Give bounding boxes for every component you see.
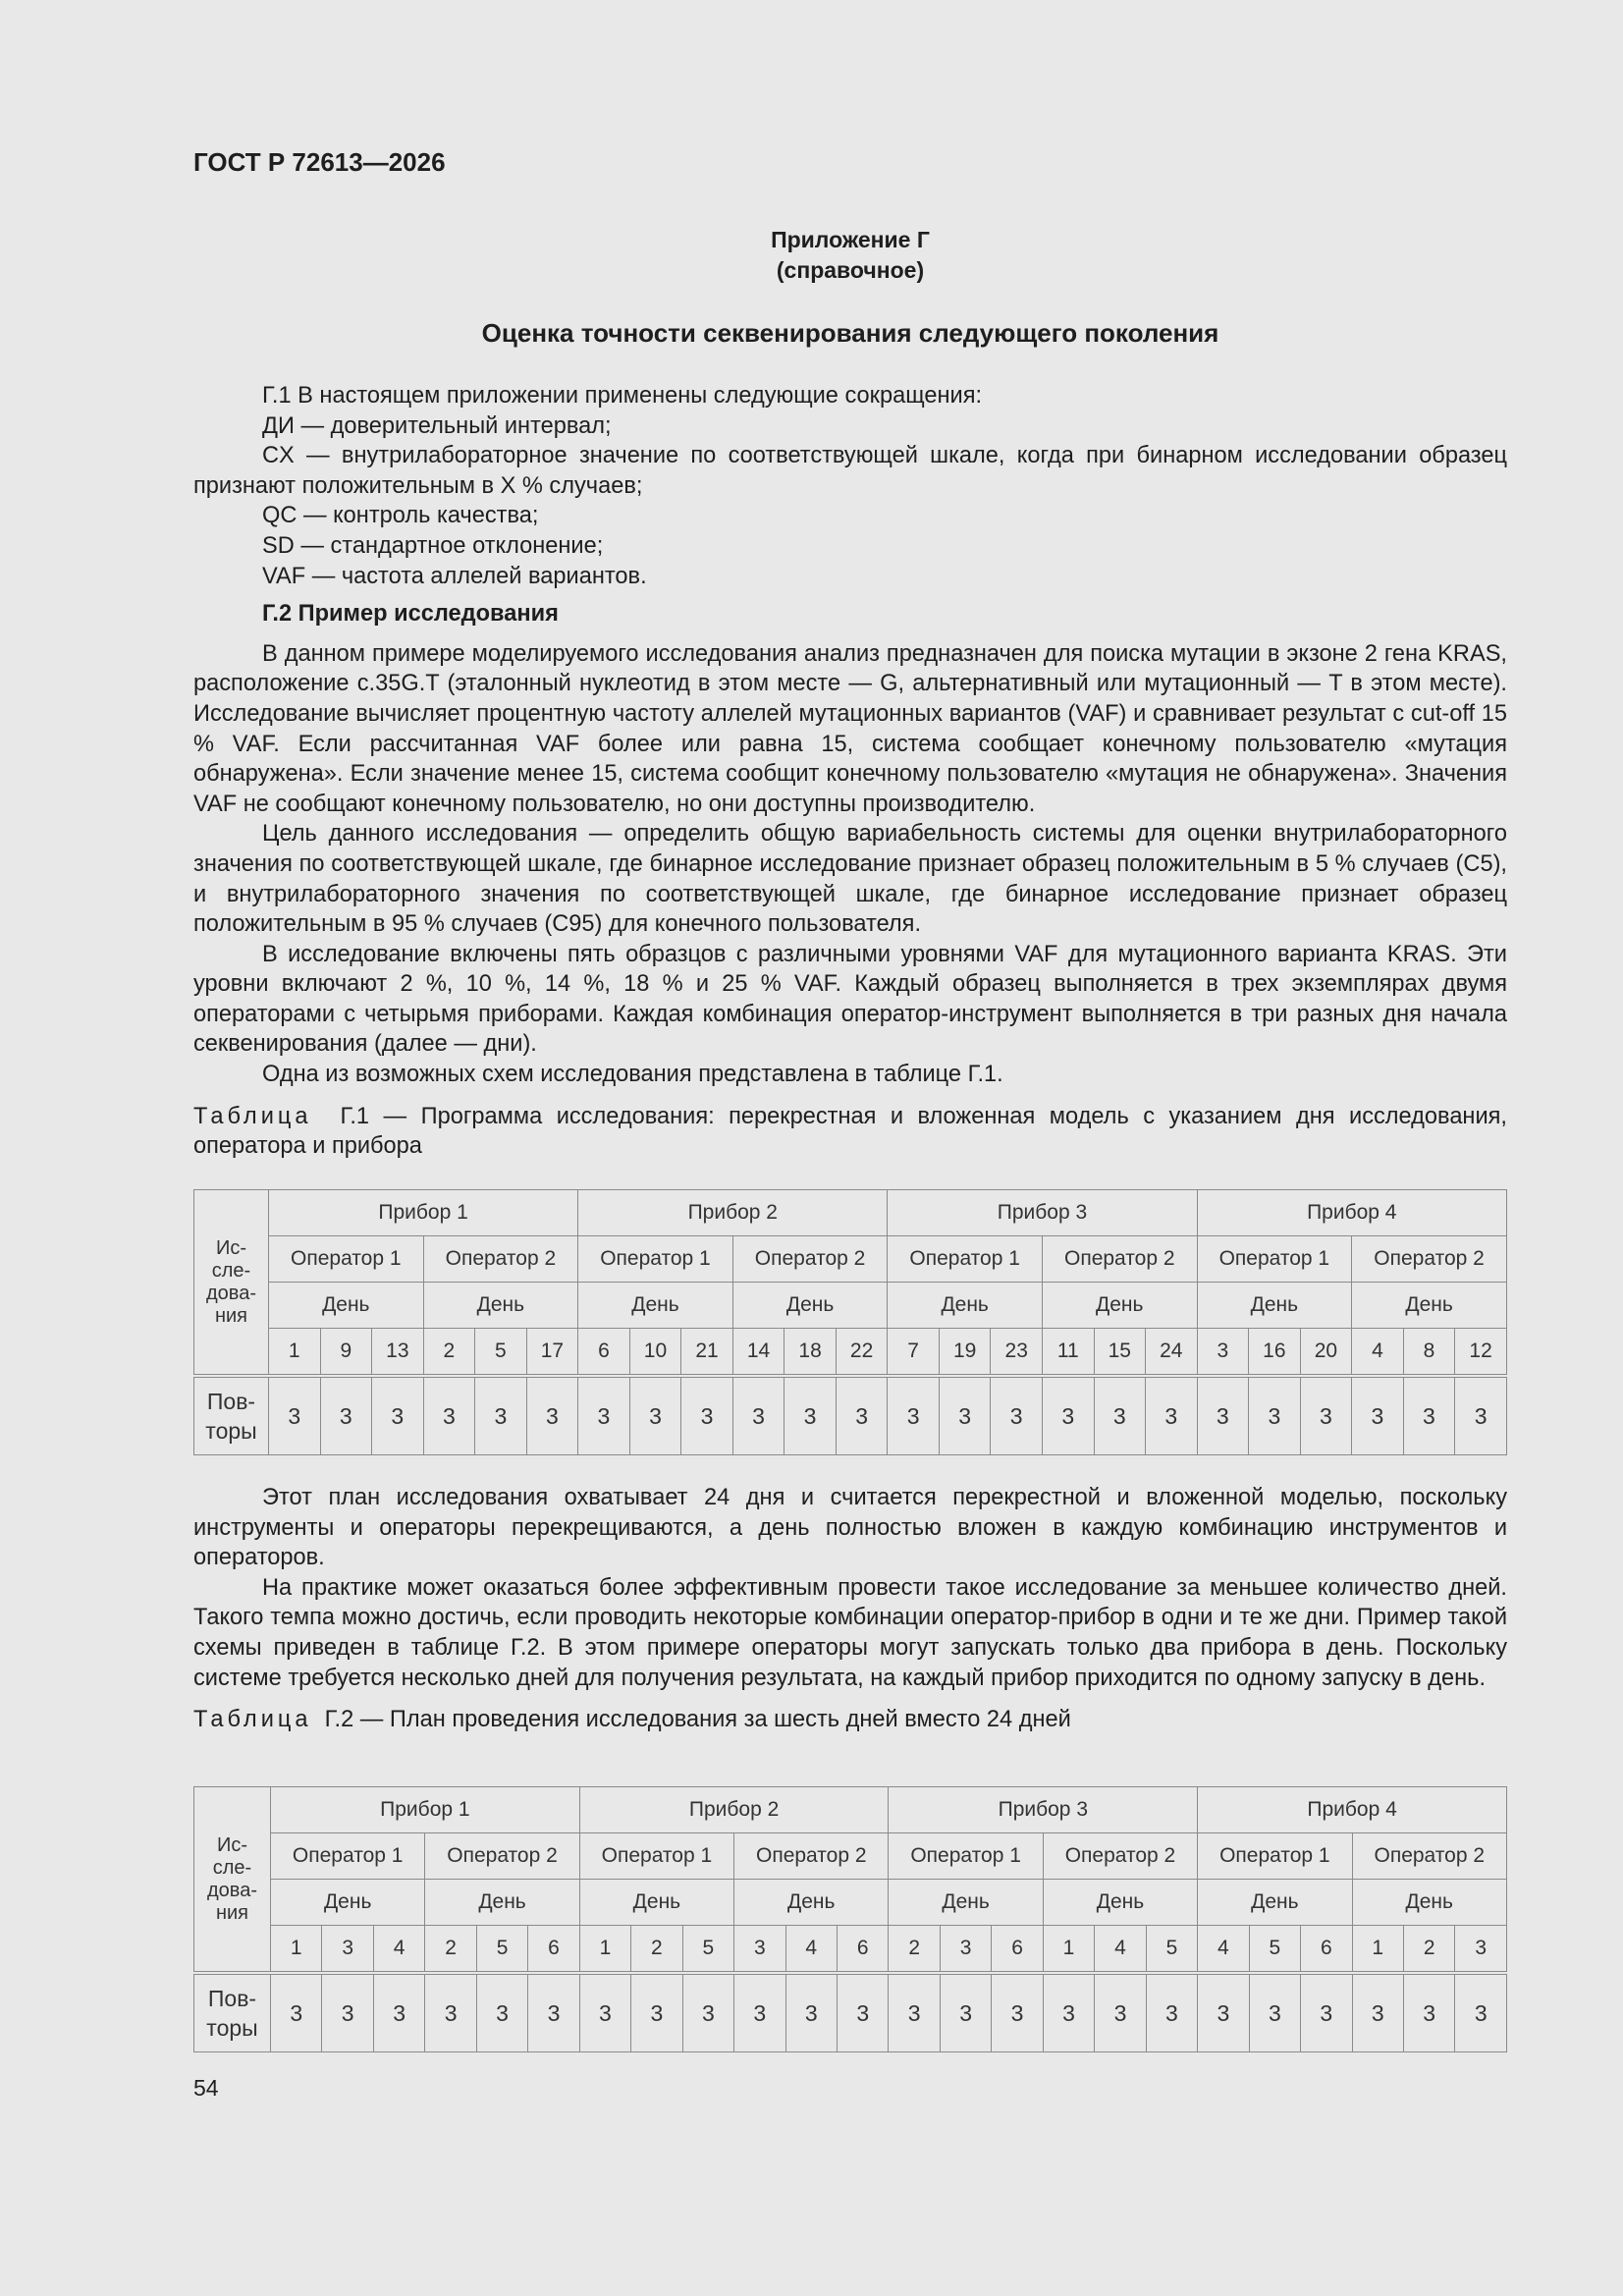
day-cell: 5: [475, 1329, 527, 1377]
paragraph: В данном примере моделируемого исследования анализ предназначен для поиска мутации в экзоне 2 гена KRAS, расположение c.35G.T (эталонный нуклеотид в этом месте — G, альтернативный или мутационный — T в этом месте). Исследование вычисляет процентную частоту аллелей мутационных вариантов (VAF) и сравнивает результат с cut-off 15 % VAF. Если рассчитанная VAF более или равна 15, система сообщает конечному пользователю «мутация обнаружена». Если значение менее 15, система сообщит конечному пользователю «мутация не обнаружена». Значения VAF не сообщают конечному пользователю, но они доступны производителю.: [193, 640, 1507, 817]
day-cell: 16: [1249, 1329, 1301, 1377]
operator-header: Оператор 1: [1198, 1833, 1352, 1880]
repeat-cell: 3: [475, 1376, 527, 1455]
section-1-intro: Г.1 В настоящем приложении применены следующие сокращения:: [262, 383, 983, 409]
repeat-cell: 3: [1403, 1973, 1454, 2052]
days-row: [194, 1926, 1507, 1974]
day-header: День: [423, 1283, 578, 1329]
day-cell: 5: [1249, 1926, 1300, 1974]
repeat-cell: 3: [837, 1973, 888, 2052]
repeat-cell: 3: [476, 1973, 527, 2052]
day-header: День: [1198, 1880, 1352, 1926]
day-cell: 20: [1300, 1329, 1352, 1377]
instrument-header: Прибор 1: [269, 1190, 578, 1236]
day-cell: 3: [1197, 1329, 1249, 1377]
section-2-heading: Г.2 Пример исследования: [262, 601, 559, 628]
repeat-cell: 3: [939, 1376, 991, 1455]
day-header: День: [732, 1283, 888, 1329]
day-cell: 21: [681, 1329, 733, 1377]
day-cell: 6: [528, 1926, 579, 1974]
paragraph: Одна из возможных схем исследования представлена в таблице Г.1.: [262, 1062, 1003, 1088]
repeat-cell: 3: [1455, 1376, 1507, 1455]
day-cell: 17: [526, 1329, 578, 1377]
table-2-caption: [193, 1705, 1507, 1735]
paragraph: На практике может оказаться более эффективным провести такое исследование за меньшее количество дней. Такого темпа можно достичь, если проводить некоторые комбинации оператор-прибор в одни и те же дни. Пример такой схемы приведен в таблице Г.2. В этом примере операторы могут запускать только два прибора в день. Поскольку системе требуется несколько дней для получения результата, на каждый прибор приходится по одному запуску в день.: [193, 1574, 1507, 1691]
row-header-label: Ис- сле- дова- ния: [207, 1833, 257, 1924]
repeat-cell: 3: [888, 1376, 940, 1455]
day-cell: 2: [425, 1926, 476, 1974]
repeat-cell: 3: [1301, 1973, 1352, 2052]
operator-header: Оператор 2: [423, 1236, 578, 1283]
repeat-cell: 3: [322, 1973, 373, 2052]
annex-label: Приложение Г: [771, 227, 930, 252]
repeats-label-text: Пов- торы: [205, 1389, 257, 1444]
repeat-cell: 3: [784, 1376, 837, 1455]
day-cell: 2: [631, 1926, 682, 1974]
day-header: День: [425, 1880, 579, 1926]
day-cell: 6: [1301, 1926, 1352, 1974]
day-header: День: [1197, 1283, 1352, 1329]
day-cell: 1: [271, 1926, 322, 1974]
day-cell: 18: [784, 1329, 837, 1377]
day-cell: 22: [836, 1329, 888, 1377]
operator-header: Оператор 2: [1042, 1236, 1197, 1283]
repeat-cell: 3: [425, 1973, 476, 2052]
day-cell: 7: [888, 1329, 940, 1377]
day-cell: 24: [1146, 1329, 1198, 1377]
day-cell: 8: [1403, 1329, 1455, 1377]
abbr-item: ДИ — доверительный интервал;: [262, 412, 612, 439]
day-cell: 5: [682, 1926, 733, 1974]
operator-header: Оператор 2: [1352, 1236, 1507, 1283]
instrument-header: Прибор 1: [271, 1787, 580, 1833]
day-cell: 9: [320, 1329, 372, 1377]
day-cell: 4: [785, 1926, 837, 1974]
table-2: [193, 1786, 1507, 2052]
repeat-cell: 3: [836, 1376, 888, 1455]
repeat-cell: 3: [1043, 1973, 1094, 2052]
repeat-cell: 3: [1455, 1973, 1507, 2052]
day-cell: 2: [1403, 1926, 1454, 1974]
table-caption-text: Г.1 — Программа исследования: перекрестная и вложенная модель с указанием дня исследования, оператора и прибора: [193, 1103, 1507, 1160]
repeats-label: [194, 1376, 269, 1455]
day-header: День: [1352, 1880, 1506, 1926]
repeat-cell: 3: [1249, 1376, 1301, 1455]
document-code: ГОСТ Р 72613—2026: [193, 147, 446, 177]
day-header: День: [271, 1880, 425, 1926]
day-cell: 5: [1146, 1926, 1197, 1974]
annex-title: Оценка точности секвенирования следующего поколения: [481, 318, 1219, 348]
instrument-header: Прибор 3: [889, 1787, 1198, 1833]
paragraph: В исследование включены пять образцов с различными уровнями VAF для мутационного варианта KRAS. Эти уровни включают 2 %, 10 %, 14 %, 18 % и 25 % VAF. Каждый образец выполняется в трех экземплярах двумя операторами с четырьмя приборами. Каждая комбинация оператор-инструмент выполняется в три разных дня начала секвенирования (далее — дни).: [193, 941, 1507, 1058]
repeat-cell: 3: [1403, 1376, 1455, 1455]
day-cell: 3: [734, 1926, 785, 1974]
operator-header: Оператор 1: [889, 1833, 1043, 1880]
repeat-cell: 3: [320, 1376, 372, 1455]
operator-header: Оператор 2: [1352, 1833, 1506, 1880]
repeat-cell: 3: [1352, 1376, 1404, 1455]
day-header: День: [888, 1283, 1043, 1329]
repeat-cell: 3: [1352, 1973, 1403, 2052]
day-cell: 6: [578, 1329, 630, 1377]
repeat-cell: 3: [1197, 1376, 1249, 1455]
row-header-studies: [194, 1787, 271, 1974]
operator-header: Оператор 2: [1043, 1833, 1197, 1880]
repeats-row: [194, 1376, 1507, 1455]
repeat-cell: 3: [579, 1973, 630, 2052]
day-cell: 13: [372, 1329, 424, 1377]
abbr-item: QC — контроль качества;: [262, 503, 539, 529]
repeat-cell: 3: [578, 1376, 630, 1455]
repeat-cell: 3: [1094, 1376, 1146, 1455]
day-cell: 15: [1094, 1329, 1146, 1377]
day-cell: 3: [322, 1926, 373, 1974]
paragraph: Цель данного исследования — определить общую вариабельность системы для оценки внутрилабораторного значения по соответствующей шкале, где бинарное исследование признает образец положительным в 5 % случаев (C5), и внутрилабораторного значения по соответствующей шкале, где бинарное исследование признает образец положительным в 95 % случаев (C95) для конечного пользователя.: [193, 821, 1507, 938]
day-cell: 5: [476, 1926, 527, 1974]
day-cell: 2: [889, 1926, 940, 1974]
day-cell: 1: [269, 1329, 321, 1377]
row-header-label: Ис- сле- дова- ния: [206, 1236, 256, 1327]
day-cell: 6: [837, 1926, 888, 1974]
day-cell: 4: [373, 1926, 424, 1974]
operator-header: Оператор 1: [271, 1833, 425, 1880]
day-cell: 4: [1095, 1926, 1146, 1974]
repeat-cell: 3: [734, 1973, 785, 2052]
day-header: День: [579, 1880, 733, 1926]
day-header: День: [1043, 1880, 1197, 1926]
table-caption-text: Г.2 — План проведения исследования за шесть дней вместо 24 дней: [324, 1707, 1071, 1733]
abbr-item: SD — стандартное отклонение;: [262, 532, 604, 559]
repeat-cell: 3: [629, 1376, 681, 1455]
day-header: День: [269, 1283, 424, 1329]
repeat-cell: 3: [940, 1973, 991, 2052]
instrument-header: Прибор 4: [1198, 1787, 1507, 1833]
repeat-cell: 3: [631, 1973, 682, 2052]
repeats-label-text: Пов- торы: [206, 1986, 258, 2041]
day-header: День: [734, 1880, 889, 1926]
day-cell: 3: [1455, 1926, 1507, 1974]
repeat-cell: 3: [423, 1376, 475, 1455]
day-cell: 23: [991, 1329, 1043, 1377]
day-cell: 6: [992, 1926, 1043, 1974]
day-cell: 1: [1043, 1926, 1094, 1974]
day-cell: 19: [939, 1329, 991, 1377]
instrument-header: Прибор 2: [579, 1787, 889, 1833]
day-cell: 4: [1198, 1926, 1249, 1974]
operator-header: Оператор 2: [732, 1236, 888, 1283]
repeat-cell: 3: [372, 1376, 424, 1455]
repeat-cell: 3: [1095, 1973, 1146, 2052]
day-cell: 11: [1042, 1329, 1094, 1377]
instrument-header: Прибор 2: [578, 1190, 888, 1236]
text-block-1: [193, 381, 1507, 1162]
operator-header: Оператор 2: [734, 1833, 889, 1880]
day-cell: 14: [732, 1329, 784, 1377]
repeat-cell: 3: [991, 1376, 1043, 1455]
repeat-cell: 3: [271, 1973, 322, 2052]
operator-header: Оператор 1: [579, 1833, 733, 1880]
operator-header: Оператор 1: [269, 1236, 424, 1283]
repeat-cell: 3: [682, 1973, 733, 2052]
table-caption-prefix: Таблица: [193, 1103, 312, 1129]
page-number: 54: [193, 2075, 219, 2101]
day-header: День: [889, 1880, 1043, 1926]
abbr-item: CX — внутрилабораторное значение по соответствующей шкале, когда при бинарном исследовании образец признают положительным в X % случаев;: [193, 443, 1507, 499]
repeat-cell: 3: [732, 1376, 784, 1455]
annex-heading: [193, 225, 1507, 286]
repeat-cell: 3: [681, 1376, 733, 1455]
row-header-studies: [194, 1190, 269, 1377]
table-1: [193, 1189, 1507, 1455]
instrument-header: Прибор 3: [888, 1190, 1197, 1236]
repeat-cell: 3: [1146, 1973, 1197, 2052]
table-1-caption: [193, 1102, 1507, 1162]
repeat-cell: 3: [992, 1973, 1043, 2052]
day-cell: 1: [579, 1926, 630, 1974]
day-header: День: [1042, 1283, 1197, 1329]
day-cell: 3: [940, 1926, 991, 1974]
repeat-cell: 3: [1042, 1376, 1094, 1455]
days-row: [194, 1329, 1507, 1377]
repeat-cell: 3: [373, 1973, 424, 2052]
repeats-row: [194, 1973, 1507, 2052]
operator-header: Оператор 1: [578, 1236, 733, 1283]
repeat-cell: 3: [1146, 1376, 1198, 1455]
text-block-2: [193, 1483, 1507, 1735]
day-header: День: [1352, 1283, 1507, 1329]
table-caption-prefix: Таблица: [193, 1707, 312, 1733]
day-cell: 10: [629, 1329, 681, 1377]
day-cell: 1: [1352, 1926, 1403, 1974]
repeat-cell: 3: [269, 1376, 321, 1455]
instrument-header: Прибор 4: [1197, 1190, 1506, 1236]
day-header: День: [578, 1283, 733, 1329]
day-cell: 12: [1455, 1329, 1507, 1377]
paragraph: Этот план исследования охватывает 24 дня и считается перекрестной и вложенной моделью, поскольку инструменты и операторы перекрещиваются, а день полностью вложен в каждую комбинацию инструментов и операторов.: [193, 1485, 1507, 1571]
repeat-cell: 3: [889, 1973, 940, 2052]
abbr-item: VAF — частота аллелей вариантов.: [262, 563, 647, 589]
day-cell: 4: [1352, 1329, 1404, 1377]
repeat-cell: 3: [528, 1973, 579, 2052]
repeats-label: [194, 1973, 271, 2052]
annex-kind: (справочное): [776, 257, 925, 283]
operator-header: Оператор 1: [1197, 1236, 1352, 1283]
repeat-cell: 3: [1198, 1973, 1249, 2052]
operator-header: Оператор 2: [425, 1833, 579, 1880]
operator-header: Оператор 1: [888, 1236, 1043, 1283]
day-cell: 2: [423, 1329, 475, 1377]
repeat-cell: 3: [1249, 1973, 1300, 2052]
repeat-cell: 3: [526, 1376, 578, 1455]
repeat-cell: 3: [1300, 1376, 1352, 1455]
repeat-cell: 3: [785, 1973, 837, 2052]
